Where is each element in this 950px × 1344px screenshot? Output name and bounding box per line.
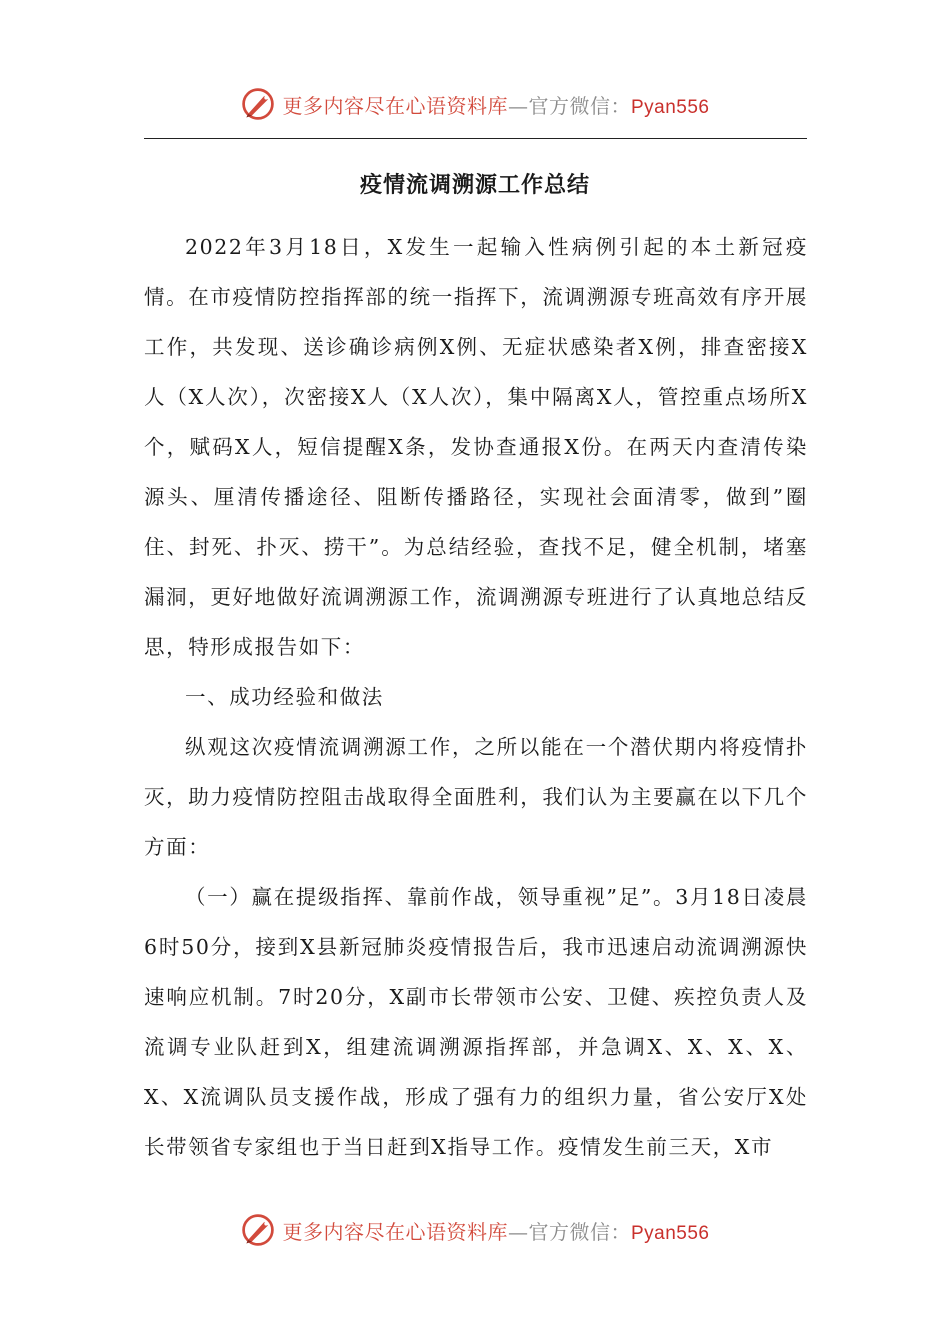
watermark-text-a: 更多内容尽在心语资料库 — [282, 1219, 508, 1244]
pen-logo-icon — [240, 1212, 276, 1248]
paragraph-item-1: （一）赢在提级指挥、靠前作战，领导重视”足”。3月18日凌晨6时50分，接到X县新冠肺炎疫情报告后，我市迅速启动流调溯源快速响应机制。7时20分，X副市长带领市公安、卫健、疾控负责人及流调专业队赶到X，组建流调溯源指挥部，并急调X、X、X、X、X、X流调队员支援作战，形成了强有力的组织力量，省公安厅X处长带领省专家组也于当日赶到X指导工作。疫情发生前三天，X市 — [144, 885, 808, 1159]
paragraph-intro: 2022年3月18日，X发生一起输入性病例引起的本土新冠疫情。在市疫情防控指挥部的统一指挥下，流调溯源专班高效有序开展工作，共发现、送诊确诊病例X例、无症状感染者X例，排查密接X人（X人次），次密接X人（X人次），集中隔离X人，管控重点场所X个，赋码X人，短信提醒X条，发协查通报X份。在两天内查清传染源头、厘清传播途径、阻断传播路径，实现社会面清零，做到”圈住、封死、扑灭、捞干”。为总结经验，查找不足，健全机制，堵塞漏洞，更好地做好流调溯源工作，流调溯源专班进行了认真地总结反思，特形成报告如下： — [144, 235, 808, 659]
watermark-text-c: Pyan556 — [630, 1222, 710, 1244]
watermark-text — [282, 90, 709, 119]
section-heading-1: 一、成功经验和做法 — [185, 685, 384, 709]
document-title: 疫情流调溯源工作总结 — [359, 172, 590, 198]
watermark-text — [282, 1216, 709, 1245]
watermark-text-b: —官方微信： — [507, 93, 631, 118]
header-divider — [144, 138, 807, 139]
watermark-text-a: 更多内容尽在心语资料库 — [282, 93, 508, 118]
watermark-text-c: Pyan556 — [630, 96, 710, 118]
paragraph-overview: 纵观这次疫情流调溯源工作，之所以能在一个潜伏期内将疫情扑灭，助力疫情防控阻击战取得全面胜利，我们认为主要赢在以下几个方面： — [144, 735, 808, 859]
watermark-banner-top — [0, 82, 950, 126]
watermark-banner-bottom — [0, 1208, 950, 1252]
pen-logo-icon — [240, 86, 276, 122]
watermark-text-b: —官方微信： — [507, 1219, 631, 1244]
document-body — [144, 222, 808, 1172]
